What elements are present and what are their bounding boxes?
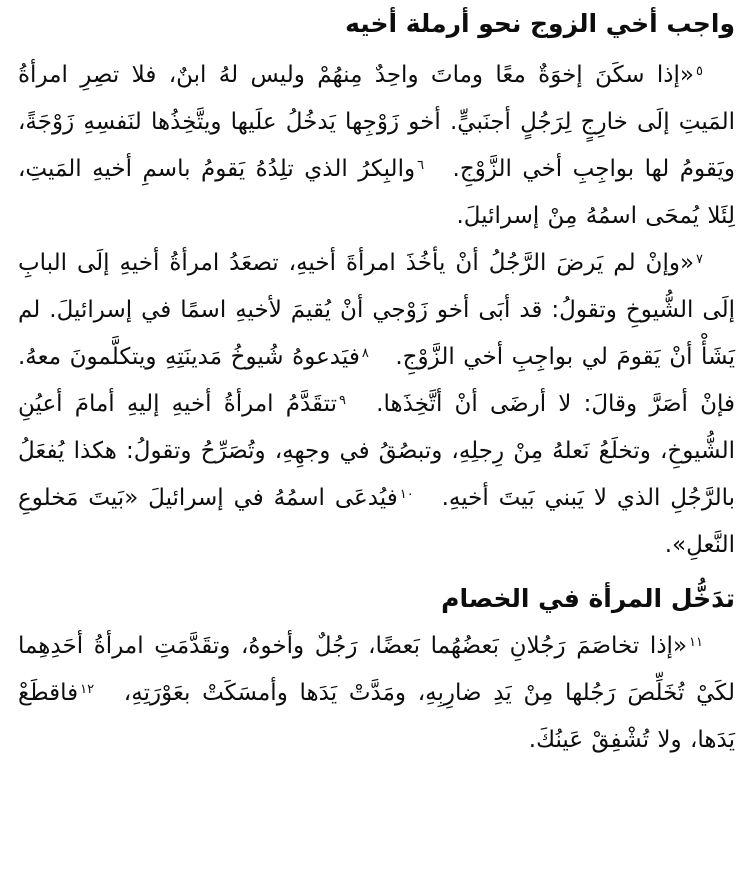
verse-text: فيُدعَى اسمُهُ في إسرائيلَ «بَيتَ مَخلوعِ النَّعلِ».	[18, 485, 735, 558]
verse-text: فاقطَعْ يَدَها، ولا تُشْفِقْ عَينُكَ.	[18, 680, 735, 753]
section-heading-intervention: تدَخُّل المرأة في الخصام	[441, 584, 735, 613]
verse-text: «إذا تخاصَمَ رَجُلانِ بَعضُهُما بَعضًا، رَجُلٌ وأخوهُ، وتقَدَّمَتِ امرأةُ أحَدِهِما لكَيْ تُخَلِّصَ رَجُلها مِنْ يَدِ ضارِبِهِ، ومَدَّتْ يَدَها وأمسَكَتْ بعَوْرَتِهِ،	[18, 633, 735, 706]
section-heading-duty: واجب أخي الزوج نحو أرملة أخيه	[345, 9, 735, 38]
paragraph-verses-5-6: ٥«إذا سكَنَ إخوَةٌ معًا وماتَ واحِدٌ مِنهُمْ وليس لهُ ابنٌ، فلا تصِرِ امرأةُ المَيتِ إلَى خارِجٍ لِرَجُلٍ أجنَبيٍّ. أخو زَوْجِها يَدخُلُ علَيها ويتَّخِذُها لنَفسِهِ زَوْجَةً، ويَقومُ لها بواجِبِ أخي الزَّوْجِ. ٦والبِكرُ الذي تلِدُهُ يَقومُ باسمِ أخيهِ المَيتِ، لِئَلا يُمحَى اسمُهُ مِنْ إسرائيلَ.	[18, 62, 736, 229]
paragraph-verses-7-10: ٧«وإنْ لم يَرضَ الرَّجُلُ أنْ يأخُذَ امرأةَ أخيهِ، تصعَدُ امرأةُ أخيهِ إلَى البابِ إلَى الشُّيوخِ وتقولُ: قد أبَى أخو زَوْجي أنْ يُقيمَ لأخيهِ اسمًا في إسرائيلَ. لم يَشَأْ أنْ يَقومَ لي بواجِبِ أخي الزَّوْجِ. ٨فيَدعوهُ شُيوخُ مَدينَتِهِ ويتكلَّمونَ معهُ. فإنْ أصَرَّ وقالَ: لا أرضَى أنْ أتَّخِذَها. ٩تتقَدَّمُ امرأةُ أخيهِ إليهِ أمامَ أعيُنِ الشُّيوخِ، وتخلَعُ نَعلهُ مِنْ رِجلِهِ، وتبصُقُ في وجهِهِ، وتُصَرِّحُ وتقولُ: هكذا يُفعَلُ بالرَّجُلِ الذي لا يَبني بَيتَ أخيهِ. ١٠فيُدعَى اسمُهُ في إسرائيلَ «بَيتَ مَخلوعِ النَّعلِ».	[18, 250, 735, 558]
verse-text: والبِكرُ الذي تلِدُهُ يَقومُ باسمِ أخيهِ المَيتِ، لِئَلا يُمحَى اسمُهُ مِنْ إسرائيلَ.	[18, 156, 735, 229]
verse-text: «وإنْ لم يَرضَ الرَّجُلُ أنْ يأخُذَ امرأةَ أخيهِ، تصعَدُ امرأةُ أخيهِ إلَى البابِ إلَى الشُّيوخِ وتقولُ: قد أبَى أخو زَوْجي أنْ يُقيمَ لأخيهِ اسمًا في إسرائيلَ. لم يَشَأْ أنْ يَقومَ لي بواجِبِ أخي الزَّوْجِ.	[18, 250, 735, 370]
verse-text: فيَدعوهُ شُيوخُ مَدينَتِهِ ويتكلَّمونَ معهُ. فإنْ أصَرَّ وقالَ: لا أرضَى أنْ أتَّخِذَها.	[18, 344, 735, 417]
paragraph-verses-11-12: ١١«إذا تخاصَمَ رَجُلانِ بَعضُهُما بَعضًا، رَجُلٌ وأخوهُ، وتقَدَّمَتِ امرأةُ أحَدِهِما لكَيْ تُخَلِّصَ رَجُلها مِنْ يَدِ ضارِبِهِ، ومَدَّتْ يَدَها وأمسَكَتْ بعَوْرَتِهِ، ١٢فاقطَعْ يَدَها، ولا تُشْفِقْ عَينُكَ.	[18, 633, 735, 753]
verse-text: تتقَدَّمُ امرأةُ أخيهِ إليهِ أمامَ أعيُنِ الشُّيوخِ، وتخلَعُ نَعلهُ مِنْ رِجلِهِ، وتبصُقُ في وجهِهِ، وتُصَرِّحُ وتقولُ: هكذا يُفعَلُ بالرَّجُلِ الذي لا يَبني بَيتَ أخيهِ.	[18, 391, 735, 511]
verse-text: «إذا سكَنَ إخوَةٌ معًا وماتَ واحِدٌ مِنهُمْ وليس لهُ ابنٌ، فلا تصِرِ امرأةُ المَيتِ إلَى خارِجٍ لِرَجُلٍ أجنَبيٍّ. أخو زَوْجِها يَدخُلُ علَيها ويتَّخِذُها لنَفسِهِ زَوْجَةً، ويَقومُ لها بواجِبِ أخي الزَّوْجِ.	[18, 62, 736, 182]
